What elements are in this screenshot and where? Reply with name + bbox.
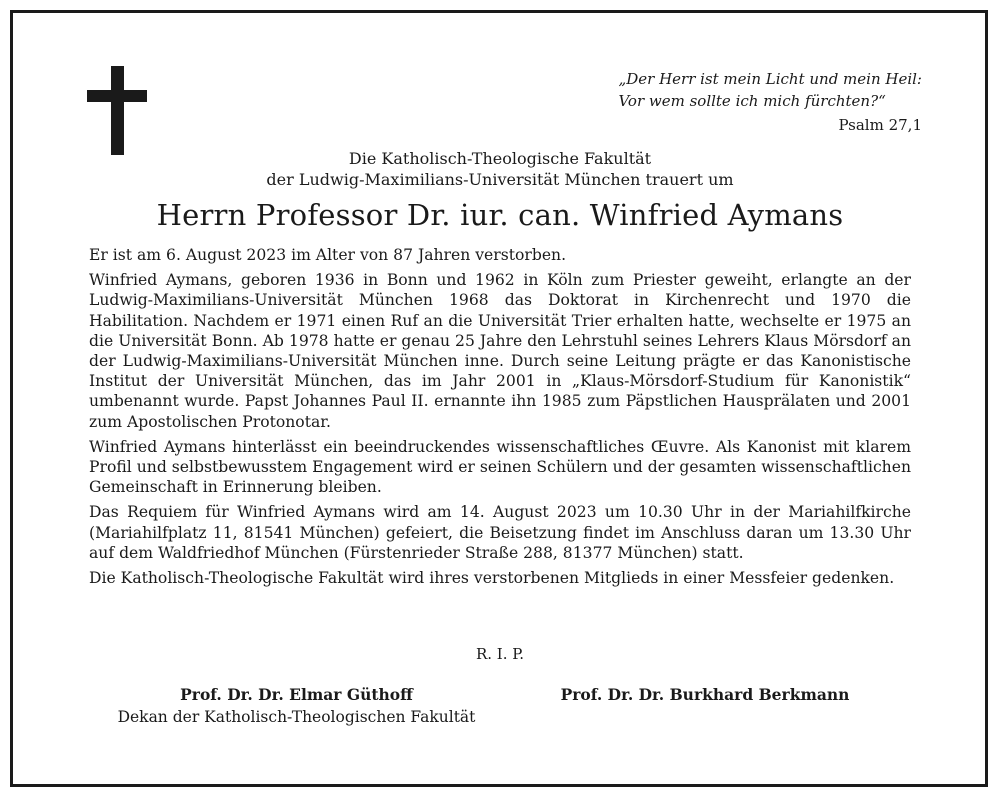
paragraph: Er ist am 6. August 2023 im Alter von 87 Jahren verstorben. xyxy=(89,246,567,264)
paragraph: Winfried Aymans hinterlässt ein beeindruckendes wissenschaftliches Œuvre. Als Kanonist mit klarem Profil und selbstbewusstem Engagement wird er seinen Schülern und der gesamten wissenschaftlichen Gemeinschaft in Erinnerung bleiben. xyxy=(89,437,911,497)
signatory-dean xyxy=(89,684,504,728)
paragraph: Das Requiem für Winfried Aymans wird am 14. August 2023 um 10.30 Uhr in der Mariahilfkirche (Mariahilfplatz 11, 81541 München) gefeiert, die Beisetzung findet im Anschluss daran um 13.30 Uhr auf dem Waldfriedhof München (Fürstenrieder Straße 288, 81377 München) statt. xyxy=(89,503,911,562)
intro-text xyxy=(0,148,1000,190)
intro-line-2: der Ludwig-Maximilians-Universität München trauert um xyxy=(266,170,734,189)
paragraph: Winfried Aymans, geboren 1936 in Bonn und 1962 in Köln zum Priester geweiht, erlangte an der Ludwig-Maximilians-Universität München 1968 das Doktorat in Kirchenrecht und 1970 die Habilitation. Nachdem er 1971 einen Ruf an die Universität Trier erhalten hatte, wechselte er 1975 an die Universität Bonn. Ab 1978 hatte er genau 25 Jahre den Lehrstuhl seines Lehrers Klaus Mörsdorf an der Ludwig-Maximilians-Universität München inne. Durch seine Leitung prägte er das Kanonistische Institut der Universität München, das im Jahr 2001 in „Klaus-Mörsdorf-Studium für Kanonistik“ umbenannt wurde. Papst Johannes Paul II. ernannte ihn 1985 zum Päpstlichen Hausprälaten und 2001 zum Apostolischen Protonotar. xyxy=(89,271,911,431)
signatory-name: Prof. Dr. Dr. Burkhard Berkmann xyxy=(560,685,850,704)
obituary-body xyxy=(89,245,911,593)
quote-line-1: „Der Herr ist mein Licht und mein Heil: xyxy=(618,70,922,88)
quote-line-2: Vor wem sollte ich mich fürchten?“ xyxy=(618,92,886,110)
quote-source: Psalm 27,1 xyxy=(838,116,922,134)
paragraph: Die Katholisch-Theologische Fakultät wird ihres verstorbenen Mitglieds in einer Messfeier gedenken. xyxy=(89,569,895,588)
rip-text: R. I. P. xyxy=(475,645,525,663)
intro-line-1: Die Katholisch-Theologische Fakultät xyxy=(348,149,652,168)
signatory-name: Prof. Dr. Dr. Elmar Güthoff xyxy=(180,685,413,704)
psalm-quote xyxy=(618,68,922,112)
cross-icon xyxy=(87,66,147,155)
deceased-name: Herrn Professor Dr. iur. can. Winfried Aymans xyxy=(156,198,844,232)
signatory-title: Dekan der Katholisch-Theologischen Fakultät xyxy=(117,708,476,726)
signatory-second xyxy=(530,684,880,706)
